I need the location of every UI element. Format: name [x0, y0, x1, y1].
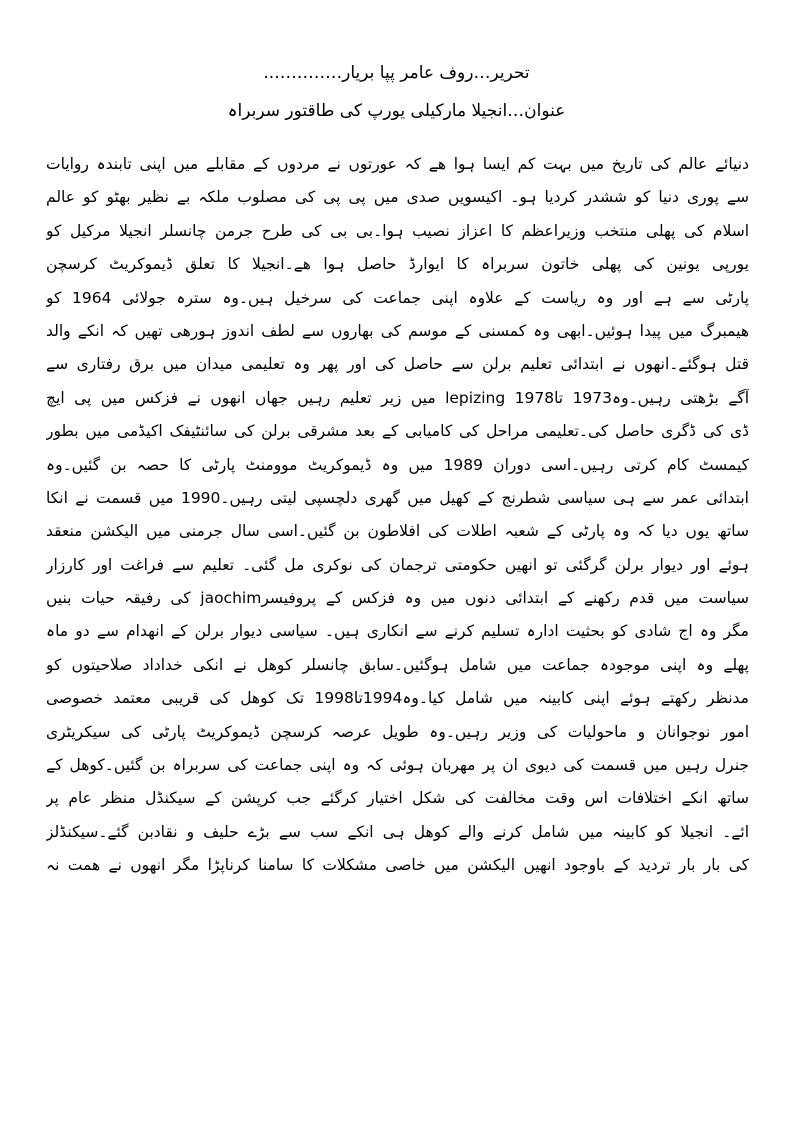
paragraph-line: سے پوری دنیا کو ششدر کردیا ہو۔ اکیسویں صدی میں پی پی کی مصلوب ملکہ بے نظیر بھٹو کو عالم	[46, 188, 749, 207]
paragraph-line: ساتھ انکے اختلافات اس وقت مخالفت کی شکل اختیار کرگئے جب کرپشن کے سیکنڈل منظر عام پر	[46, 789, 749, 808]
paragraph-line: پارٹی سے ہے اور وہ ریاست کے علاوہ اپنی جماعت کی سرخیل ہیں۔وہ سترہ جولائی 1964 کو	[46, 288, 749, 307]
author-byline: تحریر…روف عامر پپا بریار…………..	[263, 63, 530, 83]
paragraph-line: اسلام کی پھلی منتخب وزیراعظم کا اعزاز نصیب ہوا۔بی بی کی طرح جرمن چانسلر انجیلا مرکیل کو	[46, 221, 749, 240]
paragraph-line: پھلے وہ اپنی موجودہ جماعت میں شامل ہوگئیں۔سابق چانسلر کوھل نے انکی خداداد صلاحیتوں کو	[46, 655, 749, 674]
paragraph-line: ساتھ یوں دیا کہ وہ پارٹی کے شعبہ اطلات کی افلاطون بن گئیں۔اسی سال جرمنی میں الیکشن منعقد	[46, 522, 749, 541]
paragraph-line: ھیمبرگ میں پیدا ہوئیں۔ابھی وہ کمسنی کے موسم کی بھاروں سے لطف اندوز ہورھی تھیں کہ انکے والد	[46, 321, 749, 340]
paragraph-line: مگر وہ اج شادی کو بحثیت ادارہ تسلیم کرنے سے انکاری ہیں۔ سیاسی دیوار برلن کے انھدام سے دو ماہ	[46, 622, 749, 641]
paragraph-line: امور نوجوانان و ماحولیات کی وزیر رہیں۔وہ طویل عرصہ کرسچن ڈیموکریٹ پارٹی کی سیکریٹری	[46, 722, 749, 741]
article-body	[46, 148, 749, 883]
paragraph-line: آگے بڑھتی رہیں۔وہ1973 تا1978 lepizing میں زیر تعلیم رہیں جھاں انھوں نے فزکس میں پی ایچ	[46, 388, 749, 407]
paragraph-line: ڈی کی ڈگری حاصل کی۔تعلیمی مراحل کی کامیابی کے بعد مشرقی برلن کی سائنٹیفک اکیڈمی میں بطور	[46, 422, 749, 441]
paragraph-line: دنیائے عالم کی تاریخ میں بہت کم ایسا ہوا ھے کہ عورتوں نے مردوں کے مقابلے میں اپنی تابندہ روایات	[46, 155, 749, 173]
paragraph-line: مدنظر رکھتے ہوئے اپنی کابینہ میں شامل کیا۔وہ1994تا1998 تک کوھل کی قریبی معتمد خصوصی	[46, 689, 749, 708]
paragraph-line: ابتدائی عمر سے ہی سیاسی شطرنج کے کھیل میں گھری دلچسپی لیتی رہیں۔1990 میں قسمت نے انکا	[46, 488, 749, 507]
paragraph-line: جنرل رہیں میں قسمت کی دیوی ان پر مھربان ہوئی کہ وہ اپنی جماعت کی سربراہ بن گئیں۔کوھل کے	[46, 756, 749, 775]
paragraph-line: ائے۔ انجیلا کو کابینہ میں شامل کرنے والے کوھل ہی انکے سب سے بڑے حلیف و نقادبن گئے۔سیکنڈلز	[46, 822, 749, 841]
article-title: عنوان…انجیلا مارکیلی یورپ کی طاقتور سربراہ	[227, 101, 566, 121]
paragraph-line: کیمسٹ کام کرتی رہیں۔اسی دوران 1989 میں وہ ڈیموکریٹ موومنٹ پارٹی کا حصہ بن گئیں۔وہ	[46, 455, 749, 474]
paragraph-line: قتل ہوگئے۔انھوں نے ابتدائی تعلیم برلن سے حاصل کی اور پھر وہ تعلیمی میدان میں برق رفتاری سے	[46, 355, 749, 374]
paragraph-line: سیاست میں قدم رکھنے کے ابتدائی دنوں میں وہ فزکس کے پروفیسرjaochim کی رفیقہ حیات بنیں	[46, 589, 749, 608]
paragraph-line: یورپی یونین کی پھلی خاتون سربراہ کا ایوارڈ حاصل ہوا ھے۔انجیلا کا تعلق ڈیموکریٹ کرسچن	[46, 255, 749, 274]
paragraph-line: ہوئے اور دیوار برلن گرگئی تو انھیں حکومتی ترجمان کی نوکری مل گئی۔ تعلیم سے فراغت اور کارزار	[46, 555, 749, 574]
paragraph-line: کی بار بار تردید کے باوجود انھیں الیکشن میں خاصی مشکلات کا سامنا کرناپڑا مگر انھوں نے ھمت نہ	[46, 856, 749, 875]
